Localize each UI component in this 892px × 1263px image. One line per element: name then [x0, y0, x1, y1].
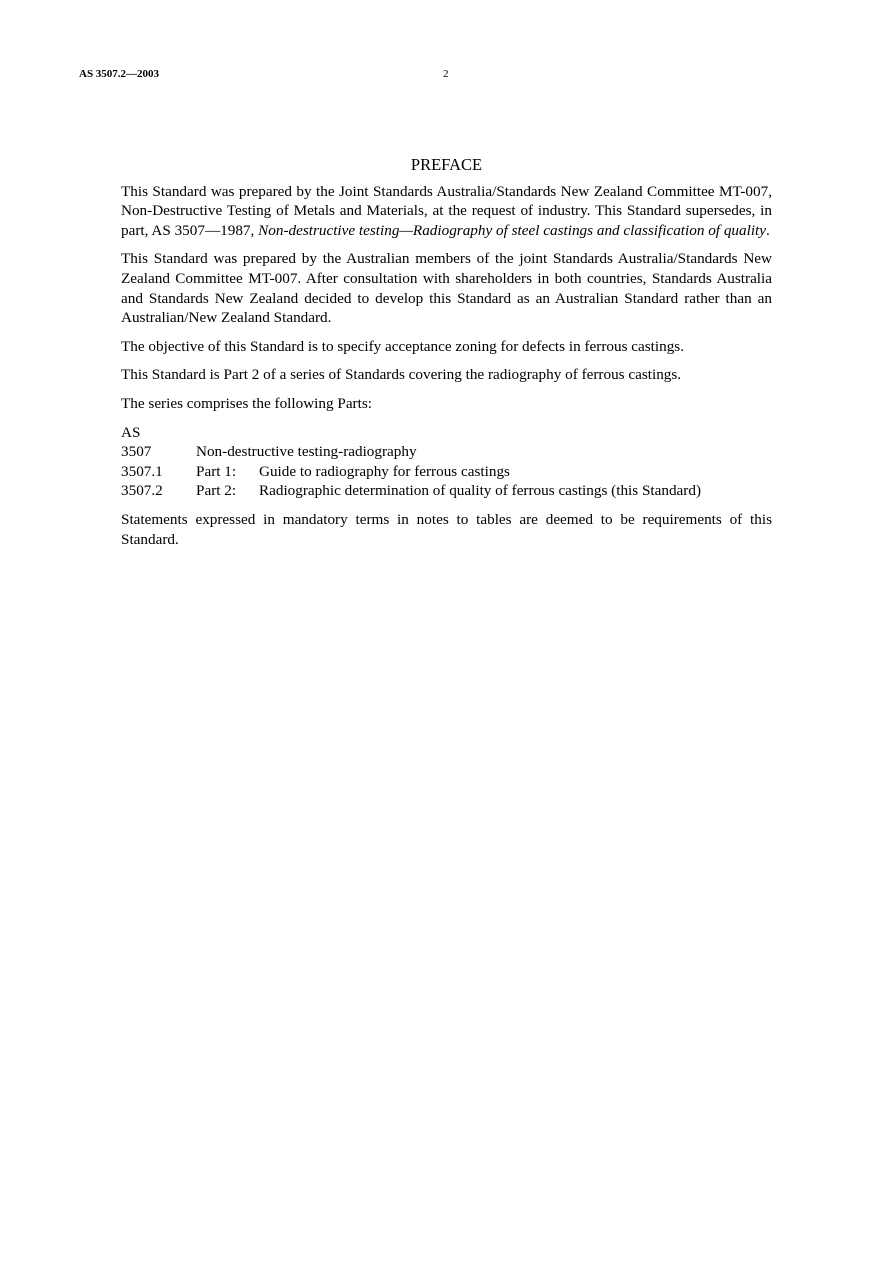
part-number: 3507.1: [121, 462, 163, 480]
paragraph-1-end: .: [766, 221, 770, 239]
preface-paragraph-3: The objective of this Standard is to specify acceptance zoning for defects in ferrous castings.: [121, 337, 685, 355]
closing-paragraph: Statements expressed in mandatory terms in notes to tables are deemed to be requirements of this Standard.: [121, 510, 772, 548]
document-id: AS 3507.2—2003: [79, 68, 160, 80]
part-title: Guide to radiography for ferrous castings: [259, 462, 510, 480]
series-intro: The series comprises the following Parts:: [121, 394, 372, 412]
part-label: Part 1:: [196, 462, 237, 480]
paragraph-1-text: This Standard was prepared by the Joint Standards Australia/Standards New Zealand Committee MT-007, Non-Destructive Testing of Metals and Materials, at the request of industry. This Standard supersedes, in part, AS 3507—1987,: [121, 182, 772, 239]
part-number: 3507: [121, 443, 152, 461]
list-item: [121, 462, 772, 482]
part-label: Part 2:: [196, 482, 237, 500]
parts-list: [121, 442, 772, 501]
page-header: [79, 68, 814, 84]
part-title: Non-destructive testing-radiography: [196, 443, 417, 461]
superseded-standard-title: Non-destructive testing—Radiography of steel castings and classification of quality: [258, 221, 767, 239]
list-item: [121, 442, 772, 462]
preface-section: [121, 155, 772, 558]
preface-title: PREFACE: [410, 155, 483, 174]
preface-paragraph-4: This Standard is Part 2 of a series of Standards covering the radiography of ferrous castings.: [121, 366, 682, 384]
preface-paragraph-2: This Standard was prepared by the Australian members of the joint Standards Australia/Standards New Zealand Committee MT-007. After consultation with shareholders in both countries, Standards Australia and Standards New Zealand decided to develop this Standard as an Australian Standard rather than an Australian/New Zealand Standard.: [121, 250, 772, 327]
list-item: [121, 481, 772, 501]
series-prefix: AS: [121, 423, 141, 441]
preface-paragraph-1: [121, 182, 772, 241]
part-number: 3507.2: [121, 482, 163, 500]
part-title: Radiographic determination of quality of ferrous castings (this Standard): [259, 482, 702, 500]
page-number: 2: [443, 68, 449, 80]
